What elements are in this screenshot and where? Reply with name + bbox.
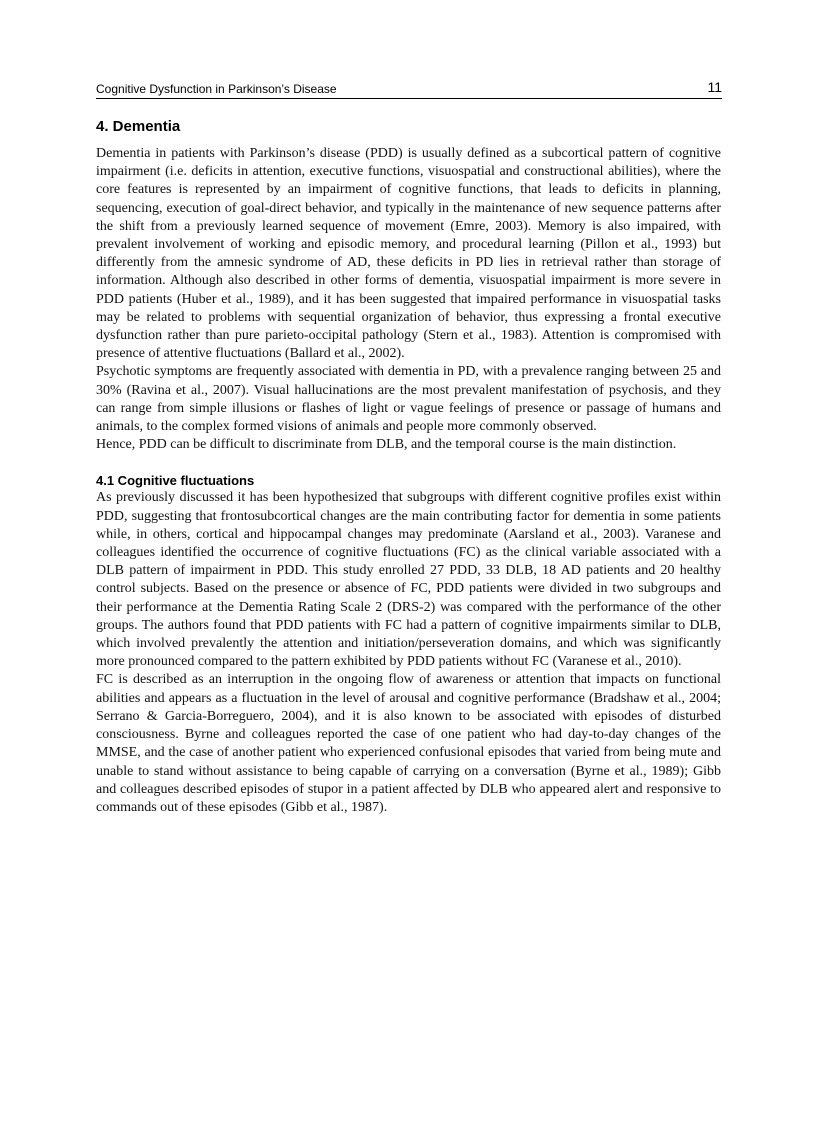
page-number: 11 [707, 79, 722, 95]
paragraph-cognitive-profiles: As previously discussed it has been hypothesized that subgroups with different cognitive profiles exist within PDD, suggesting that frontosubcortical changes are the main contributing factor for dementia in some patients while, in others, cortical and hippocampal changes may predominate (Aarsland et al., 2003). Varanese and colleagues identified the occurrence of cognitive fluctuations (FC) as the clinical variable associated with a DLB pattern of impairment in PDD. This study enrolled 27 PDD, 33 DLB, 18 AD patients and 20 healthy control subjects. Based on the presence or absence of FC, PDD patients were divided in two subgroups and their performance at the Dementia Rating Scale 2 (DRS-2) was compared with the performance of the other groups. The authors found that PDD patients with FC had a pattern of cognitive impairments similar to DLB, which involved prevalently the attention and initiation/perseveration domains, and which was significantly more pronounced compared to the pattern exhibited by PDD patients without FC (Varanese et al., 2010). [96, 490, 721, 670]
paragraph-dementia-definition: Dementia in patients with Parkinson’s disease (PDD) is usually defined as a subcortical pattern of cognitive impairment (i.e. deficits in attention, executive functions, visuospatial and constructional abilities), where the core features is represented by an impairment of cognitive functions, that leads to deficits in planning, sequencing, execution of goal-direct behavior, and typically in the maintenance of new sequence patterns after the shift from a previously learned sequence of movement (Emre, 2003). Memory is also impaired, with prevalent involvement of working and episodic memory, and procedural learning (Pillon et al., 1993) but differently from the amnesic syndrome of AD, these deficits in PD lies in retrieval rather than storage of information. Although also described in other forms of dementia, visuospatial impairment is more severe in PDD patients (Huber et al., 1989), and it has been suggested that impaired performance in visuospatial tasks may be related to problems with sequential organization of behavior, thus expressing a frontal executive dysfunction rather than pure parieto-occipital pathology (Stern et al., 1983). Attention is compromised with presence of attentive fluctuations (Ballard et al., 2002). [96, 146, 721, 362]
subsection-heading: 4.1 Cognitive fluctuations [96, 473, 255, 489]
section-heading: 4. Dementia [96, 118, 181, 135]
page-body [96, 118, 721, 817]
running-header [96, 78, 722, 99]
running-title: Cognitive Dysfunction in Parkinson’s Disease [96, 82, 337, 96]
paragraph-pdd-dlb-distinction: Hence, PDD can be difficult to discriminate from DLB, and the temporal course is the main distinction. [96, 437, 677, 453]
paragraph-fc-description: FC is described as an interruption in the ongoing flow of awareness or attention that impacts on functional abilities and appears as a fluctuation in the level of arousal and cognitive performance (Bradshaw et al., 2004; Serrano & Garcia-Borreguero, 2004), and it is also known to be associated with episodes of disturbed consciousness. Byrne and colleagues reported the case of one patient who had day-to-day changes of the MMSE, and the case of another patient who experienced confusional episodes that varied from being mute and unable to stand without assistance to being capable of carrying on a conversation (Byrne et al., 1989); Gibb and colleagues described episodes of stupor in a patient affected by DLB who appeared alert and responsive to commands out of these episodes (Gibb et al., 1987). [96, 672, 721, 815]
paragraph-psychotic-symptoms: Psychotic symptoms are frequently associated with dementia in PD, with a prevalence ranging between 25 and 30% (Ravina et al., 2007). Visual hallucinations are the most prevalent manifestation of psychosis, and they can range from simple illusions or flashes of light or vague feelings of presence or passage of humans and animals, to the complex formed visions of animals and people more commonly observed. [96, 364, 721, 435]
